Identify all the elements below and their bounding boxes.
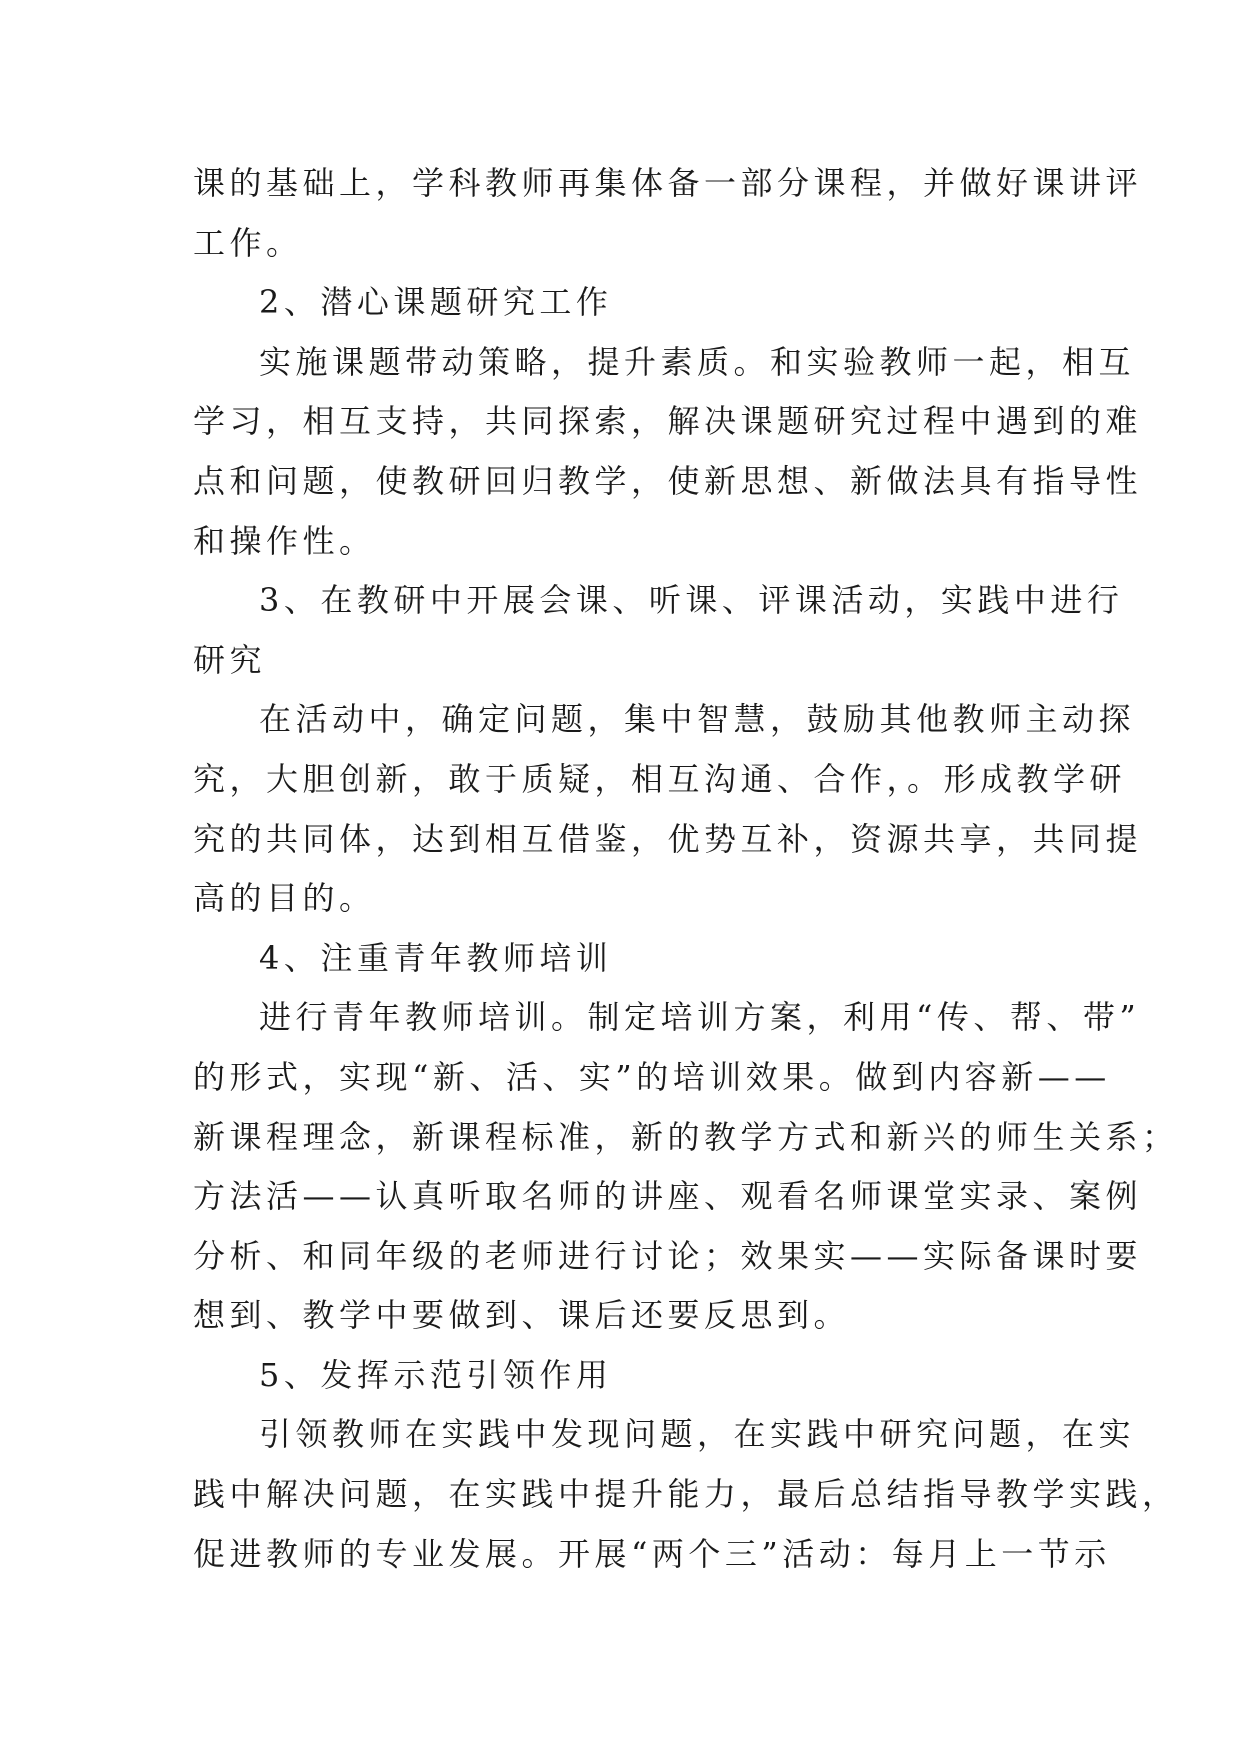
text-line: 课的基础上，学科教师再集体备一部分课程，并做好课讲评 [193,164,1143,202]
text-line: 进行青年教师培训。制定培训方案，利用“传、帮、带” [259,998,1141,1037]
text-line: 工作。 [193,223,303,262]
text-line: 的形式，实现“新、活、实”的培训效果。做到内容新—— [193,1057,1111,1096]
text-line: 践中解决问题，在实践中提升能力，最后总结指导教学实践， [193,1475,1179,1514]
text-line: 在活动中，确定问题，集中智慧，鼓励其他教师主动探 [259,700,1136,739]
text-line: 想到、教学中要做到、课后还要反思到。 [193,1296,851,1335]
text-line: 高的目的。 [193,879,376,918]
text-line: 实施课题带动策略，提升素质。和实验教师一起，相互 [259,342,1136,381]
text-line: 新课程理念，新课程标准，新的教学方式和新兴的师生关系； [193,1117,1179,1156]
text-line: 和操作性。 [193,521,376,560]
text-line: 究的共同体，达到相互借鉴，优势互补，资源共享，共同提 [193,819,1143,858]
text-line: 方法活——认真听取名师的讲座、观看名师课堂实录、案例 [193,1177,1143,1216]
text-line: 5、发挥示范引领作用 [259,1355,613,1394]
text-line: 学习，相互支持，共同探索，解决课题研究过程中遇到的难 [193,402,1143,441]
text-line: 2、潜心课题研究工作 [259,283,613,322]
text-line: 研究 [193,640,267,679]
text-line: 分析、和同年级的老师进行讨论；效果实——实际备课时要 [193,1236,1143,1275]
text-line: 究，大胆创新，敢于质疑，相互沟通、合作，。形成教学研 [193,759,1127,798]
text-line: 点和问题，使教研回归教学，使新思想、新做法具有指导性 [193,461,1143,500]
text-line: 促进教师的专业发展。开展“两个三”活动：每月上一节示 [193,1534,1111,1573]
text-line: 4、注重青年教师培训 [259,938,613,977]
text-line: 引领教师在实践中发现问题，在实践中研究问题，在实 [259,1415,1136,1454]
text-line: 3、在教研中开展会课、听课、评课活动，实践中进行 [259,581,1124,620]
document-page [193,154,1179,1584]
